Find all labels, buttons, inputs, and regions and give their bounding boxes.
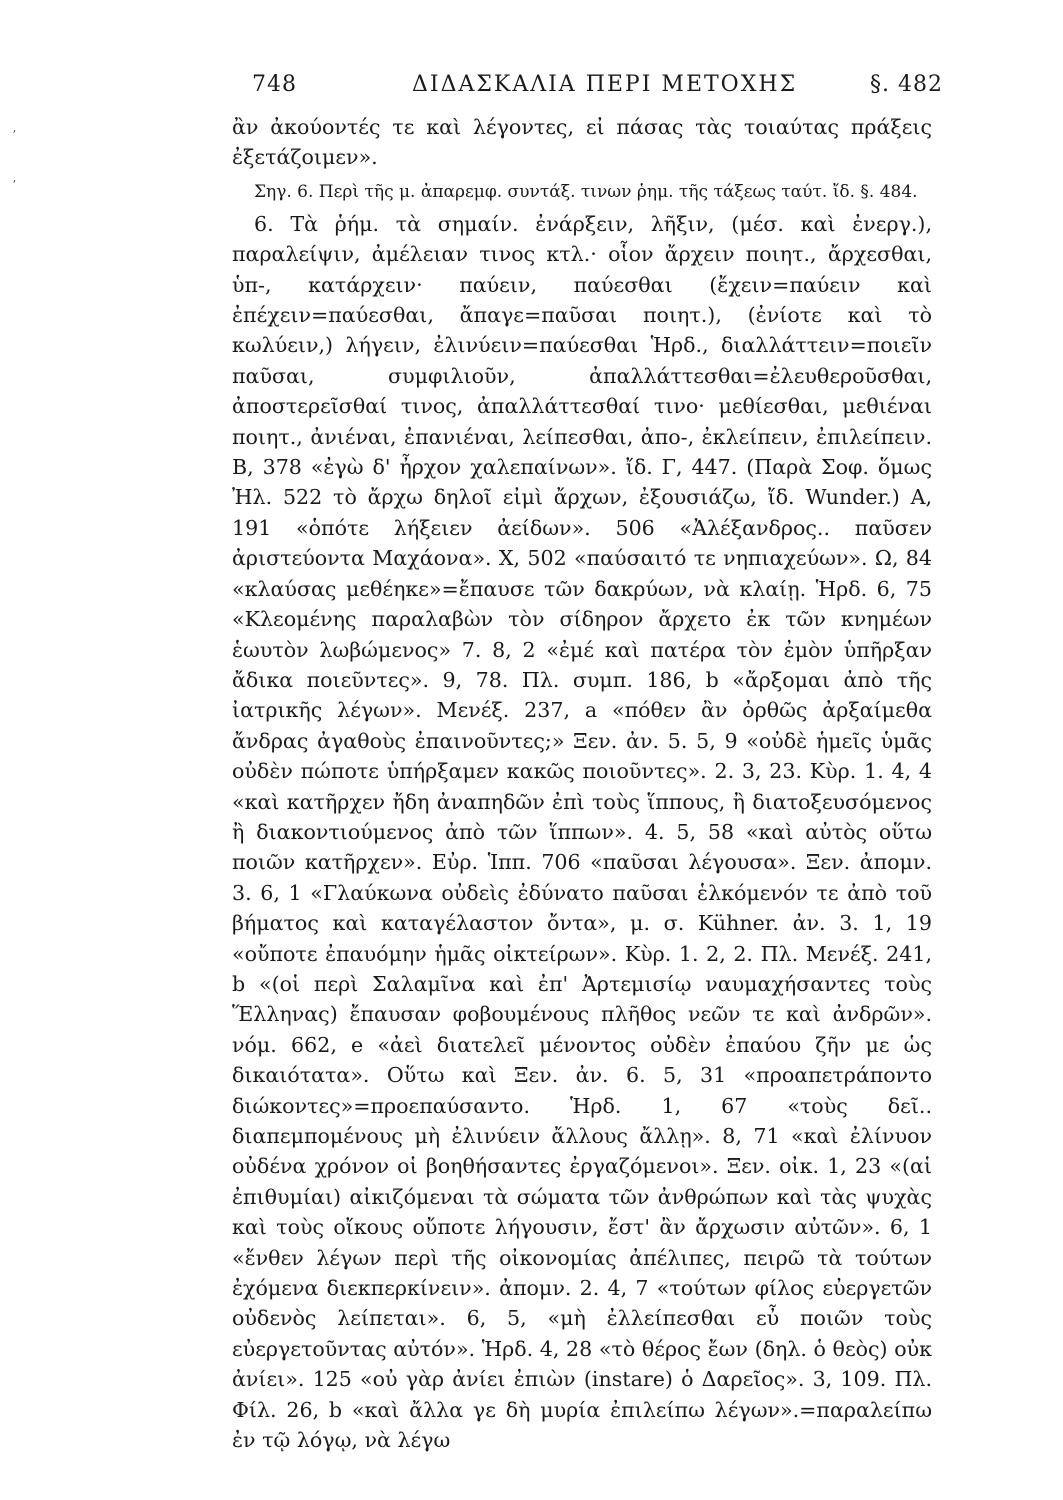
opening-paragraph: ἂν ἀκούοντές τε καὶ λέγοντες, εἰ πάσας τὰς τοιαύτας πράξεις ἐξετάζοιμεν». [232, 115, 932, 170]
body-text [232, 112, 932, 1455]
running-head [232, 72, 943, 112]
margin-mark: ʼ [12, 128, 16, 142]
section-number: §. 482 [870, 72, 943, 97]
running-title: ΔΙΔΑΣΚΑΛΙΑ ΠΕΡΙ ΜΕΤΟΧΗΣ [412, 72, 798, 97]
page-number: 748 [252, 72, 297, 97]
cross-reference-note: Σηγ. 6. Περὶ τῆς μ. ἀπαρεμφ. συντάξ. τινων ῥημ. τῆς τάξεως ταύτ. ἴδ. §. 484. [254, 181, 918, 202]
margin-mark: ʼ [12, 178, 16, 192]
main-paragraph: 6. Τὰ ῥήμ. τὰ σημαίν. ἐνάρξειν, λῆξιν, (μέσ. καὶ ἐνεργ.), παραλείψιν, ἀμέλειαν τινος κτλ.· οἷον ἄρχειν ποιητ., ἄρχεσθαι, ὑπ-, κατάρχειν· παύειν, παύεσθαι (ἔχειν=παύειν καὶ ἐπέχειν=παύεσθαι, ἄπαγε=παῦσαι ποιητ.), (ἐνίοτε καὶ τὸ κωλύειν,) λήγειν, ἐλινύειν=παύεσθαι Ἡρδ., διαλλάττειν=ποιεῖν παῦσαι, συμφιλιοῦν, ἀπαλλάττεσθαι=ἐλευθεροῦσθαι, ἀποστερεῖσθαί τινος, ἀπαλλάττεσθαί τινο· μεθίεσθαι, μεθιέναι ποιητ., ἀνιέναι, ἐπανιέναι, λείπεσθαι, ἀπο-, ἐκλείπειν, ἐπιλείπειν. Β, 378 «ἐγὼ δ' ἦρχον χαλεπαίνων». ἴδ. Γ, 447. (Παρὰ Σοφ. ὅμως Ἠλ. 522 τὸ ἄρχω δηλοῖ εἰμὶ ἄρχων, ἐξουσιάζω, ἴδ. Wunder.) Α, 191 «ὁπότε λήξειεν ἀείδων». 506 «Ἀλέξανδρος.. παῦσεν ἀριστεύοντα Μαχάονα». Χ, 502 «παύσαιτό τε νηπιαχεύων». Ω, 84 «κλαύσας μεθέηκε»=ἔπαυσε τῶν δακρύων, νὰ κλαίῃ. Ἡρδ. 6, 75 «Κλεομένης παραλαβὼν τὸν σίδηρον ἄρχετο ἐκ τῶν κνημέων ἑωυτὸν λωβώμενος» 7. 8, 2 «ἐμέ καὶ πατέρα τὸν ἐμὸν ὑπῆρξαν ἄδικα ποιεῦντες». 9, 78. Πλ. συμπ. 186, b «ἄρξομαι ἀπὸ τῆς ἰατρικῆς λέγων». Μενέξ. 237, a «πόθεν ἂν ὀρθῶς ἀρξαίμεθα ἄνδρας ἀγαθοὺς ἐπαινοῦντες;» Ξεν. ἀν. 5. 5, 9 «οὐδὲ ἡμεῖς ὑμᾶς οὐδὲν πώποτε ὑπήρξαμεν κακῶς ποιοῦντες». 2. 3, 23. Κὺρ. 1. 4, 4 «καὶ κατῆρχεν ἤδη ἀναπηδῶν ἐπὶ τοὺς ἵππους, ἢ διατοξευσόμενος ἢ διακοντιούμενος ἀπὸ τῶν ἵππων». 4. 5, 58 «καὶ αὐτὸς οὕτω ποιῶν κατῆρχεν». Εὐρ. Ἱππ. 706 «παῦσαι λέγουσα». Ξεν. ἀπομν. 3. 6, 1 «Γλαύκωνα οὐδεὶς ἐδύνατο παῦσαι ἑλκόμενόν τε ἀπὸ τοῦ βήματος καὶ καταγέλαστον ὄντα», μ. σ. Kühner. ἀν. 3. 1, 19 «οὔποτε ἐπαυόμην ἡμᾶς οἰκτείρων». Κὺρ. 1. 2, 2. Πλ. Μενέξ. 241, b «(οἱ περὶ Σαλαμῖνα καὶ ἐπ' Ἀρτεμισίῳ ναυμαχήσαντες τοὺς Ἕλληνας) ἔπαυσαν φοβουμένους πλῆθος νεῶν τε καὶ ἀνδρῶν». νόμ. 662, e «ἀεὶ διατελεῖ μένοντος οὐδὲν ἐπαύου ζῆν με ὡς δικαιότατα». Οὕτω καὶ Ξεν. ἀν. 6. 5, 31 «προαπετράποντο διώκοντες»=προεπαύσαντο. Ἡρδ. 1, 67 «τοὺς δεῖ.. διαπεμπομένους μὴ ἐλινύειν ἄλλους ἄλλῃ». 8, 71 «καὶ ἐλίνυον οὐδένα χρόνον οἱ βοηθήσαντες ἐργαζόμενοι». Ξεν. οἰκ. 1, 23 «(αἱ ἐπιθυμίαι) αἰκιζόμεναι τὰ σώματα τῶν ἀνθρώπων καὶ τὰς ψυχὰς καὶ τοὺς οἴκους οὔποτε λήγουσιν, ἔστ' ἂν ἄρχωσιν αὐτῶν». 6, 1 «ἔνθεν λέγων περὶ τῆς οἰκονομίας ἀπέλιπες, πειρῶ τὰ τούτων ἐχόμενα διεκπερκίνειν». ἀπομν. 2. 4, 7 «τούτων φίλος εὐεργετῶν οὐδενὸς λείπεται». 6, 5, «μὴ ἐλλείπεσθαι εὖ ποιῶν τοὺς εὐεργετοῦντας αὐτόν». Ἡρδ. 4, 28 «τὸ θέρος ἔων (δηλ. ὁ θεὸς) οὐκ ἀνίει». 125 «οὐ γὰρ ἀνίει ἐπιὼν (instare) ὁ Δαρεῖος». 3, 109. Πλ. Φίλ. 26, b «καὶ ἄλλα γε δὴ μυρία ἐπιλείπω λέγων».=παραλείπω ἐν τῷ λόγῳ, νὰ λέγω [232, 211, 932, 1453]
